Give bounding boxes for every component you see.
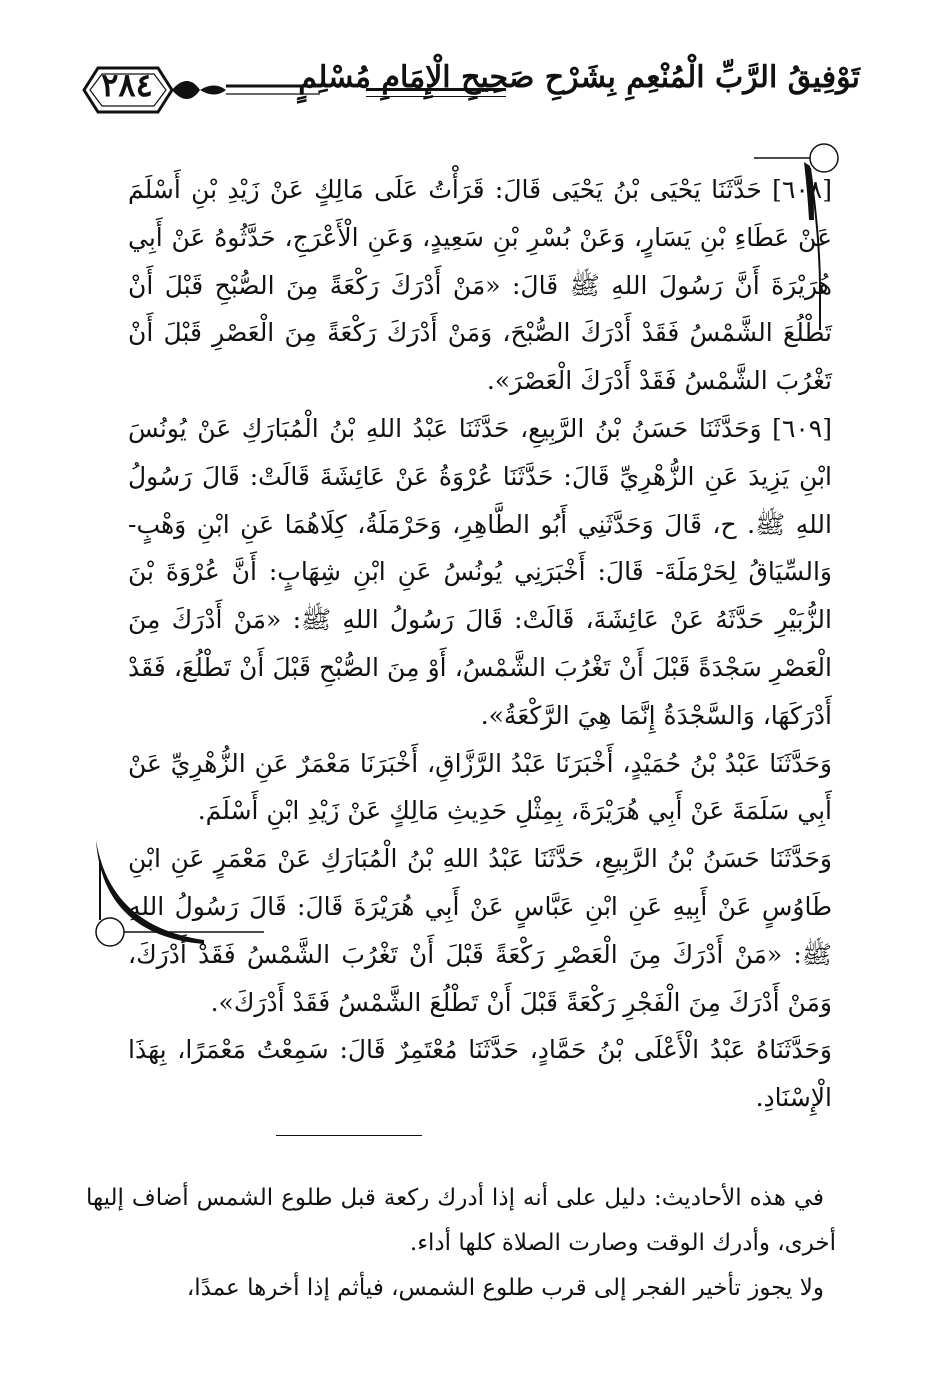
book-title: تَوْفِيقُ الرَّبِّ الْمُنْعِمِ بِشَرْحِ صَحِيحِ الْإِمَامِ مُسْلِمٍ: [298, 60, 860, 95]
hadith-paragraph: وَحَدَّثَنَا عَبْدُ بْنُ حُمَيْدٍ، أَخْبَرَنَا عَبْدُ الرَّزَّاقِ، أَخْبَرَنَا مَعْمَرٌ عَنِ الزُّهْرِيِّ عَنْ أَبِي سَلَمَةَ عَنْ أَبِي هُرَيْرَةَ، بِمِثْلِ حَدِيثِ مَالِكٍ عَنْ زَيْدِ ابْنِ أَسْلَمَ.: [128, 748, 832, 826]
page-header: [80, 58, 860, 128]
hadith-paragraph: وَحَدَّثَنَا حَسَنُ بْنُ الرَّبِيعِ، حَدَّثَنَا عَبْدُ اللهِ بْنُ الْمُبَارَكِ عَنْ مَعْمَرٍ عَنِ ابْنِ طَاوُسٍ عَنْ أَبِيهِ عَنِ ابْنِ عَبَّاسٍ عَنْ أَبِي هُرَيْرَةَ قَالَ: قَالَ رَسُولُ اللهِ ﷺ: «مَنْ أَدْرَكَ مِنَ الْعَصْرِ رَكْعَةً قَبْلَ أَنْ تَغْرُبَ الشَّمْسُ فَقَدْ أَدْرَكَ، وَمَنْ أَدْرَكَ مِنَ الْفَجْرِ رَكْعَةً قَبْلَ أَنْ تَطْلُعَ الشَّمْسُ فَقَدْ أَدْرَكَ».: [128, 844, 832, 1017]
commentary-text: [86, 1176, 836, 1311]
commentary-paragraph: ولا يجوز تأخير الفجر إلى قرب طلوع الشمس، فيأثم إذا أخرها عمدًا،: [186, 1275, 824, 1301]
section-divider: [276, 1135, 422, 1136]
hadith-text: [128, 166, 832, 1122]
header-rule-thin: [366, 96, 506, 97]
page-number: ٢٨٤: [101, 66, 153, 104]
commentary-paragraph: في هذه الأحاديث: دليل على أنه إذا أدرك ركعة قبل طلوع الشمس أضاف إليها أخرى، وأدرك الوقت وصارت الصلاة كلها أداء.: [86, 1185, 836, 1256]
hadith-paragraph: وَحَدَّثَنَاهُ عَبْدُ الْأَعْلَى بْنُ حَمَّادٍ، حَدَّثَنَا مُعْتَمِرٌ قَالَ: سَمِعْتُ مَعْمَرًا، بِهَذَا الْإِسْنَادِ.: [128, 1035, 832, 1113]
hadith-paragraph: [٦٠٩] وَحَدَّثَنَا حَسَنُ بْنُ الرَّبِيعِ، حَدَّثَنَا عَبْدُ اللهِ بْنُ الْمُبَارَكِ عَنْ يُونُسَ ابْنِ يَزِيدَ عَنِ الزُّهْرِيِّ قَالَ: حَدَّثَنَا عُرْوَةُ عَنْ عَائِشَةَ قَالَتْ: قَالَ رَسُولُ اللهِ ﷺ. ح، قَالَ وَحَدَّثَنِي أَبُو الطَّاهِرِ، وَحَرْمَلَةُ، كِلَاهُمَا عَنِ ابْنِ وَهْبٍ- وَالسِّيَاقُ لِحَرْمَلَةَ- قَالَ: أَخْبَرَنِي يُونُسُ عَنِ ابْنِ شِهَابٍ: أَنَّ عُرْوَةَ بْنَ الزُّبَيْرِ حَدَّثَهُ عَنْ عَائِشَةَ، قَالَتْ: قَالَ رَسُولُ اللهِ ﷺ: «مَنْ أَدْرَكَ مِنَ الْعَصْرِ سَجْدَةً قَبْلَ أَنْ تَغْرُبَ الشَّمْسُ، أَوْ مِنَ الصُّبْحِ قَبْلَ أَنْ تَطْلُعَ، فَقَدْ أَدْرَكَهَا، وَالسَّجْدَةُ إِنَّمَا هِيَ الرَّكْعَةُ».: [128, 413, 833, 730]
hadith-paragraph: [٦٠٨] حَدَّثَنَا يَحْيَى بْنُ يَحْيَى قَالَ: قَرَأْتُ عَلَى مَالِكٍ عَنْ زَيْدِ بْنِ أَسْلَمَ عَنْ عَطَاءِ بْنِ يَسَارٍ، وَعَنْ بُسْرِ بْنِ سَعِيدٍ، وَعَنِ الْأَعْرَجِ، حَدَّثُوهُ عَنْ أَبِي هُرَيْرَةَ أَنَّ رَسُولَ اللهِ ﷺ قَالَ: «مَنْ أَدْرَكَ رَكْعَةً مِنَ الصُّبْحِ قَبْلَ أَنْ تَطْلُعَ الشَّمْسُ فَقَدْ أَدْرَكَ الصُّبْحَ، وَمَنْ أَدْرَكَ رَكْعَةً مِنَ الْعَصْرِ قَبْلَ أَنْ تَغْرُبَ الشَّمْسُ فَقَدْ أَدْرَكَ الْعَصْرَ».: [128, 175, 832, 396]
page-number-ornament: [80, 58, 320, 122]
